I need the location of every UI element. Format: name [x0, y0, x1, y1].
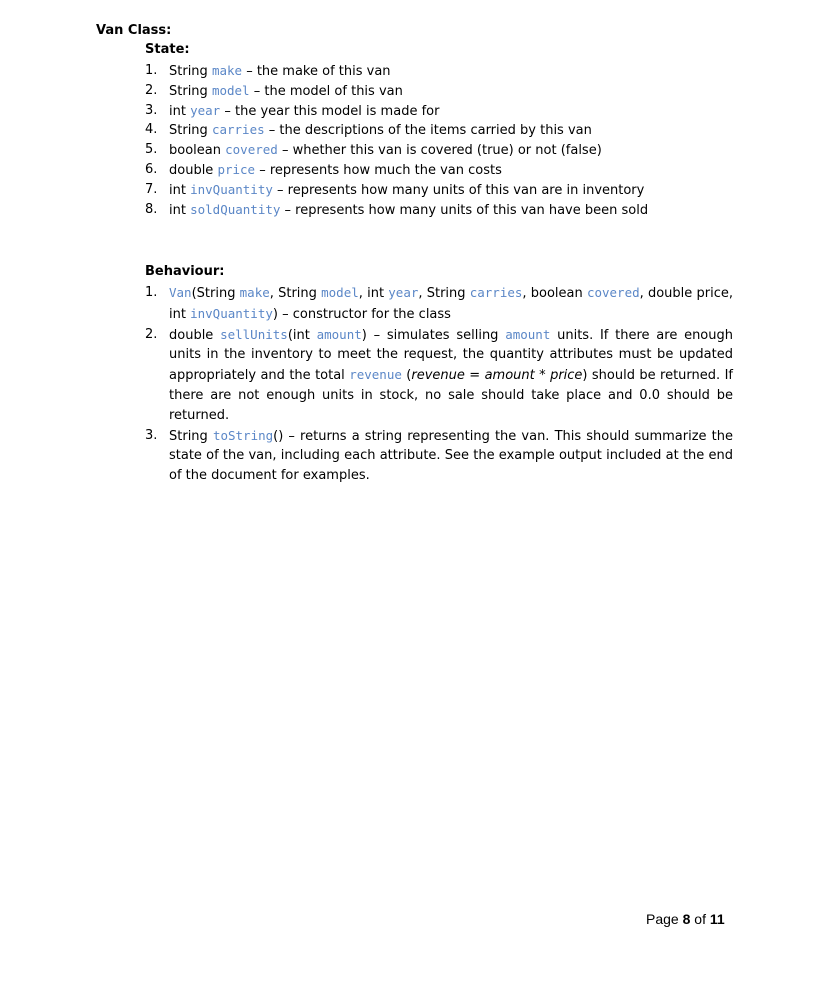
page-number-footer: Page 8 of 11: [646, 911, 725, 927]
list-item: 7. int invQuantity – represents how many units of this van are in inventory: [145, 181, 645, 198]
list-item: 1. String make – the make of this van: [145, 63, 391, 79]
state-heading: State:: [145, 42, 190, 57]
behaviour-heading: Behaviour:: [145, 264, 225, 279]
list-item: 4. String carries – the descriptions of the items carried by this van: [145, 122, 592, 139]
list-item: 1. Van(String make, String model, int year, String carries, boolean covered, double price, int invQuantity) – constructor for the class: [145, 285, 733, 322]
list-item: 2. double sellUnits(int amount) – simulates selling amount units. If there are enough units in the inventory to meet the request, the quantity attributes must be updated appropriately and the total revenue (revenue = amount * price) should be returned. If there are not enough units in stock, no sale should take place and 0.0 should be returned.: [145, 326, 733, 423]
list-item: 3. int year – the year this model is made for: [145, 102, 440, 119]
list-item: 5. boolean covered – whether this van is covered (true) or not (false): [145, 142, 602, 159]
behaviour-list: [145, 283, 733, 486]
state-list: [145, 61, 733, 219]
class-title: Van Class:: [96, 23, 172, 38]
list-item: 2. String model – the model of this van: [145, 82, 403, 99]
list-item: 3. String toString() – returns a string representing the van. This should summarize the state of the van, including each attribute. See the example output included at the end of the document for examples.: [145, 427, 733, 484]
list-item: 8. int soldQuantity – represents how many units of this van have been sold: [145, 201, 649, 218]
list-item: 6. double price – represents how much the van costs: [145, 161, 502, 178]
